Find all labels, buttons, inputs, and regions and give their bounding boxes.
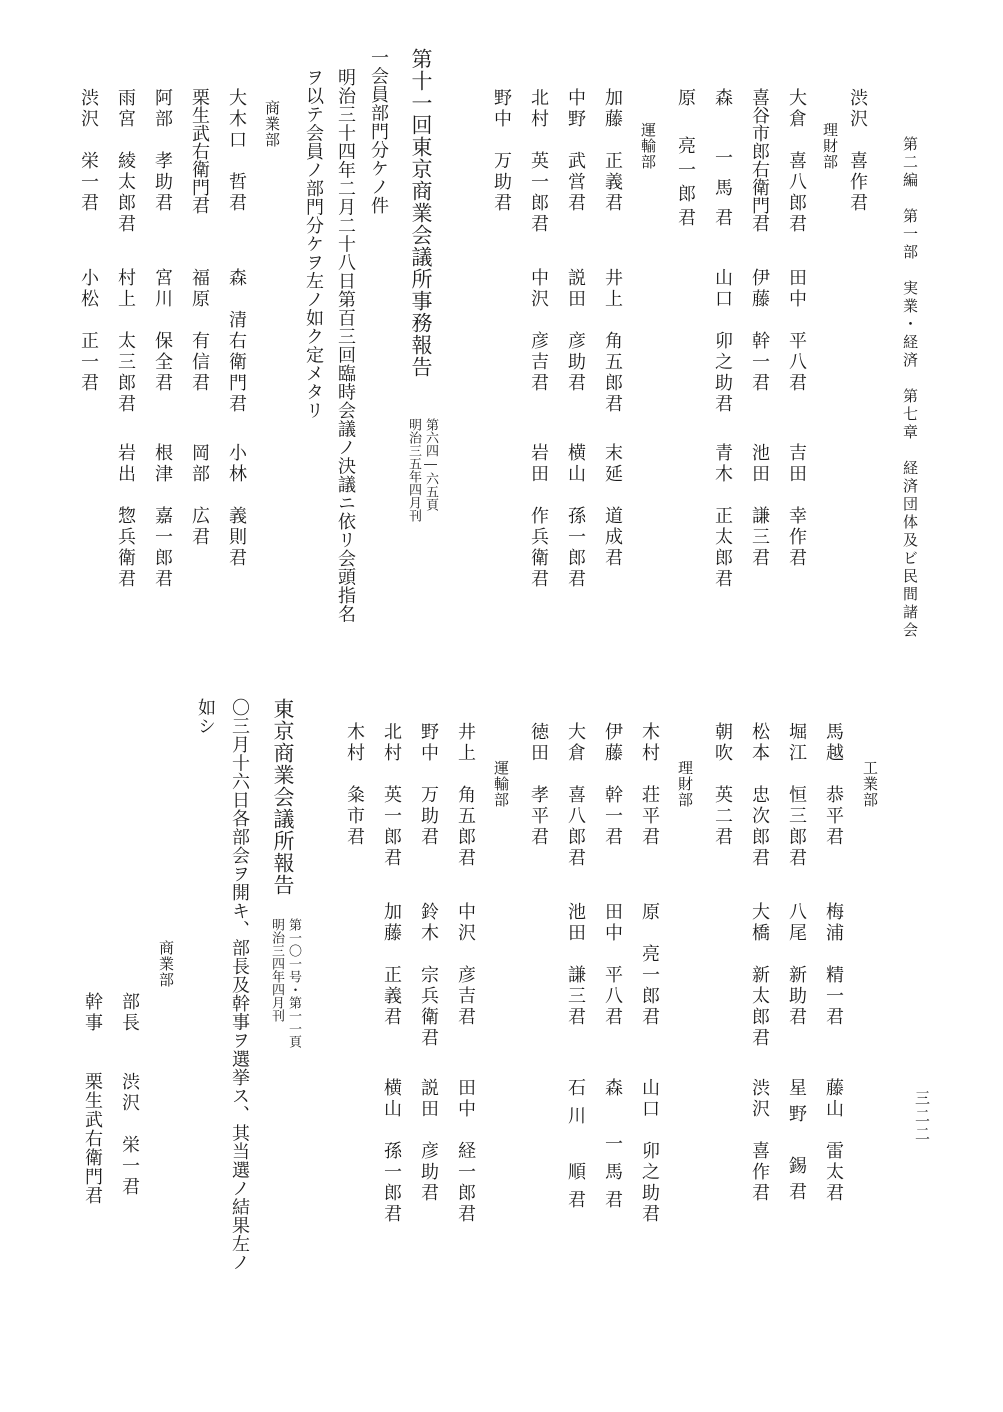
name: 星野 錫君 (786, 1078, 807, 1208)
name: 福原 有信君 (189, 268, 210, 394)
name: 阿部 孝助君 (152, 88, 173, 214)
section-label-shogyo-bottom: 商業部 (157, 940, 175, 988)
report-source-line: 明治三四年四月刊 (269, 918, 284, 1022)
section-label-unyu-top: 運輸部 (639, 122, 657, 170)
name: 伊藤 幹一君 (749, 268, 770, 394)
body-line: 明治三十四年二月二十八日第百三回臨時会議ノ決議ニ依リ会頭指名 (335, 68, 356, 623)
section-label-shogyo-top: 商業部 (263, 100, 281, 148)
body-line: ヲ以テ会員ノ部門分ケヲ左ノ如ク定メタリ (303, 68, 324, 420)
name: 栗生武右衛門君 (189, 88, 210, 214)
officer-role: 部長 (119, 992, 140, 1034)
name: 堀江 恒三郎君 (786, 722, 807, 869)
section-label-rizai-top: 理財部 (821, 122, 839, 170)
name: 池田 謙三君 (565, 902, 586, 1028)
report-source-line: 第一〇一号・第一一頁 (286, 918, 301, 1048)
name: 吉田 幸作君 (786, 443, 807, 569)
name: 雨宮 綾太郎君 (115, 88, 136, 235)
body-line: 〇三月十六日各部会ヲ開キ、部長及幹事ヲ選挙ス、其当選ノ結果左ノ (229, 698, 250, 1272)
name: 横山 孫一郎君 (565, 443, 586, 590)
body-line: 如シ (195, 698, 216, 735)
name: 朝吹 英二君 (712, 722, 733, 848)
name: 山口 卯之助君 (712, 268, 733, 415)
section-label-unyu-bottom: 運輸部 (492, 760, 510, 808)
name: 田中 経一郎君 (455, 1078, 476, 1225)
name: 説田 彦助君 (565, 268, 586, 394)
name: 中沢 彦吉君 (455, 902, 476, 1028)
name: 小松 正一君 (78, 268, 99, 394)
name: 加藤 正義君 (381, 902, 402, 1028)
name: 松本 忠次郎君 (749, 722, 770, 869)
report-title-top: 第十一回東京商業会議所事務報告 (409, 48, 433, 378)
name: 野中 万助君 (418, 722, 439, 848)
name: 井上 角五郎君 (455, 722, 476, 869)
name: 大倉 喜八郎君 (565, 722, 586, 869)
name: 小林 義則君 (226, 443, 247, 569)
name: 加藤 正義君 (602, 88, 623, 214)
name: 北村 英一郎君 (528, 88, 549, 235)
name: 徳田 孝平君 (528, 722, 549, 848)
name: 渋沢 喜作君 (749, 1078, 770, 1204)
name: 木村 粂市君 (344, 722, 365, 848)
name: 大倉 喜八郎君 (786, 88, 807, 235)
name: 森 一馬君 (602, 1078, 623, 1218)
report-source-line: 第六四―六五頁 (423, 418, 438, 511)
name: 伊藤 幹一君 (602, 722, 623, 848)
name: 石川 順君 (565, 1078, 586, 1218)
name: 中野 武営君 (565, 88, 586, 214)
name-opening: 渋沢 喜作君 (847, 88, 868, 214)
name: 青木 正太郎君 (712, 443, 733, 590)
name: 井上 角五郎君 (602, 268, 623, 415)
name: 北村 英一郎君 (381, 722, 402, 869)
name: 原 亮一郎君 (639, 902, 660, 1028)
name: 末延 道成君 (602, 443, 623, 569)
name: 原 亮一郎君 (675, 88, 696, 232)
name: 藤山 雷太君 (823, 1078, 844, 1204)
name: 馬越 恭平君 (823, 722, 844, 848)
running-head: 第二編 第一部 実業・経済 第七章 経済団体及ビ民間諸会 (901, 136, 919, 640)
page-number: 三二二 (913, 1090, 931, 1144)
report-title-bottom: 東京商業会議所報告 (271, 698, 295, 896)
officer-name: 渋沢 栄一君 (119, 1072, 140, 1198)
section-label-kogyo: 工業部 (861, 760, 879, 808)
name: 森 一馬君 (712, 88, 733, 238)
name: 田中 平八君 (786, 268, 807, 394)
name: 渋沢 栄一君 (78, 88, 99, 214)
name: 岩出 惣兵衛君 (115, 443, 136, 590)
name: 横山 孫一郎君 (381, 1078, 402, 1225)
name: 喜谷市郎右衛門君 (749, 88, 770, 232)
name: 大木口 哲君 (226, 88, 247, 214)
name: 池田 謙三君 (749, 443, 770, 569)
name: 山口 卯之助君 (639, 1078, 660, 1225)
name: 森 清右衛門君 (226, 268, 247, 415)
name: 説田 彦助君 (418, 1078, 439, 1204)
name: 宮川 保全君 (152, 268, 173, 394)
section-label-rizai-bottom: 理財部 (676, 760, 694, 808)
report-source-line: 明治三五年四月刊 (406, 418, 421, 522)
officer-role: 幹事 (82, 992, 103, 1034)
name: 根津 嘉一郎君 (152, 443, 173, 590)
item-heading: 一会員部門分ケノ件 (368, 48, 389, 215)
name: 大橋 新太郎君 (749, 902, 770, 1049)
name: 中沢 彦吉君 (528, 268, 549, 394)
name: 梅浦 精一君 (823, 902, 844, 1028)
name: 岡部 広君 (189, 443, 210, 548)
name: 岩田 作兵衛君 (528, 443, 549, 590)
name: 村上 太三郎君 (115, 268, 136, 415)
name: 野中 万助君 (491, 88, 512, 214)
officer-name: 栗生武右衛門君 (82, 1072, 103, 1205)
name: 木村 荘平君 (639, 722, 660, 848)
name: 田中 平八君 (602, 902, 623, 1028)
name: 八尾 新助君 (786, 902, 807, 1028)
name: 鈴木 宗兵衛君 (418, 902, 439, 1049)
